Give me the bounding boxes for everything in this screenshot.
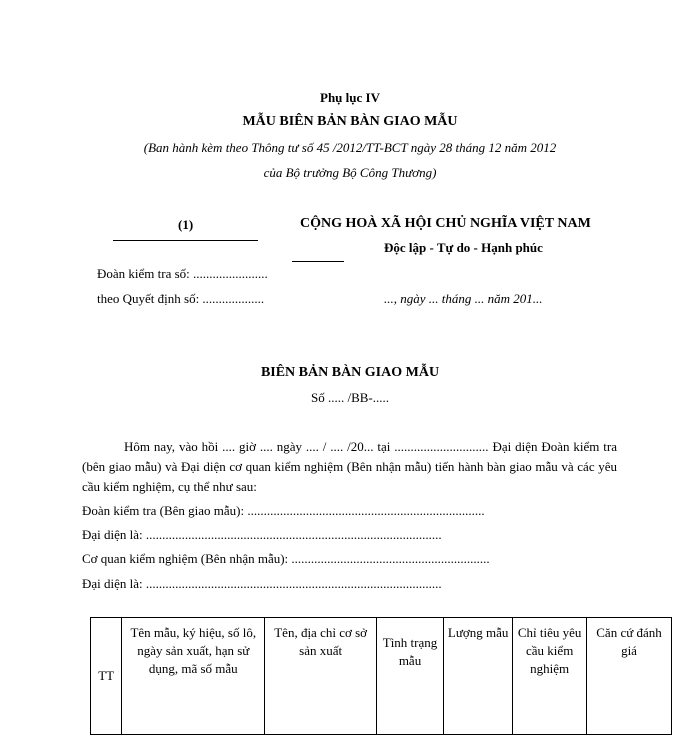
header-evaluation-basis: Căn cứ đánh giá	[587, 618, 672, 735]
delivering-team-field: Đoàn kiểm tra (Bên giao mẫu): .........................................................................	[82, 503, 485, 518]
header-sample-condition: Tình trạng mẫu	[377, 618, 444, 735]
intro-paragraph	[82, 437, 617, 497]
appendix-label: Phụ lục IV	[320, 90, 380, 105]
motto-underline	[292, 261, 344, 262]
decision-number-field: theo Quyết định số: ...................	[97, 291, 265, 306]
form-title: MẪU BIÊN BẢN BÀN GIAO MẪU	[242, 114, 458, 129]
receiving-representative-field: Đại diện là: ...........................................................................................	[82, 576, 442, 591]
header-sample-quantity: Lượng mẫu	[444, 618, 513, 735]
national-title: CỘNG HOÀ XÃ HỘI CHỦ NGHĨA VIỆT NAM	[300, 216, 591, 231]
header-test-criteria: Chỉ tiêu yêu cầu kiểm nghiệm	[513, 618, 587, 735]
header-producer: Tên, địa chỉ cơ sở sản xuất	[265, 618, 377, 735]
intro-text: Hôm nay, vào hồi .... giờ .... ngày .... / .... /20... tại ............................. Đại diện Đoàn kiểm tra (bên giao mẫu) và Đại diện cơ quan kiểm nghiệm (Bên nhận mẫu) tiến hành bàn giao mẫu và các yêu cầu kiểm nghiệm, cụ thể như sau:	[82, 439, 617, 494]
sample-table	[90, 617, 672, 735]
issued-note-line1: (Ban hành kèm theo Thông tư số 45 /2012/TT-BCT ngày 28 tháng 12 năm 2012	[143, 140, 557, 155]
table-header-row	[91, 618, 672, 735]
org-number: (1)	[178, 217, 194, 232]
place-date: ..., ngày ... tháng ... năm 201...	[384, 291, 543, 306]
document-number: Số ..... /BB-.....	[310, 390, 389, 405]
header-sample-info: Tên mẫu, ký hiệu, số lô, ngày sản xuất, hạn sử dụng, mã số mẫu	[122, 618, 265, 735]
delivering-representative-field: Đại diện là: ...........................................................................................	[82, 527, 442, 542]
org-underline	[113, 240, 258, 241]
team-number-field: Đoàn kiểm tra số: .......................	[97, 266, 268, 281]
document-title: BIÊN BẢN BÀN GIAO MẪU	[260, 365, 440, 380]
header-tt: TT	[91, 618, 122, 735]
issued-note-line2: của Bộ trưởng Bộ Công Thương)	[263, 165, 437, 180]
testing-agency-field: Cơ quan kiểm nghiệm (Bên nhận mẫu): .............................................................	[82, 551, 490, 566]
national-motto: Độc lập - Tự do - Hạnh phúc	[384, 240, 543, 255]
